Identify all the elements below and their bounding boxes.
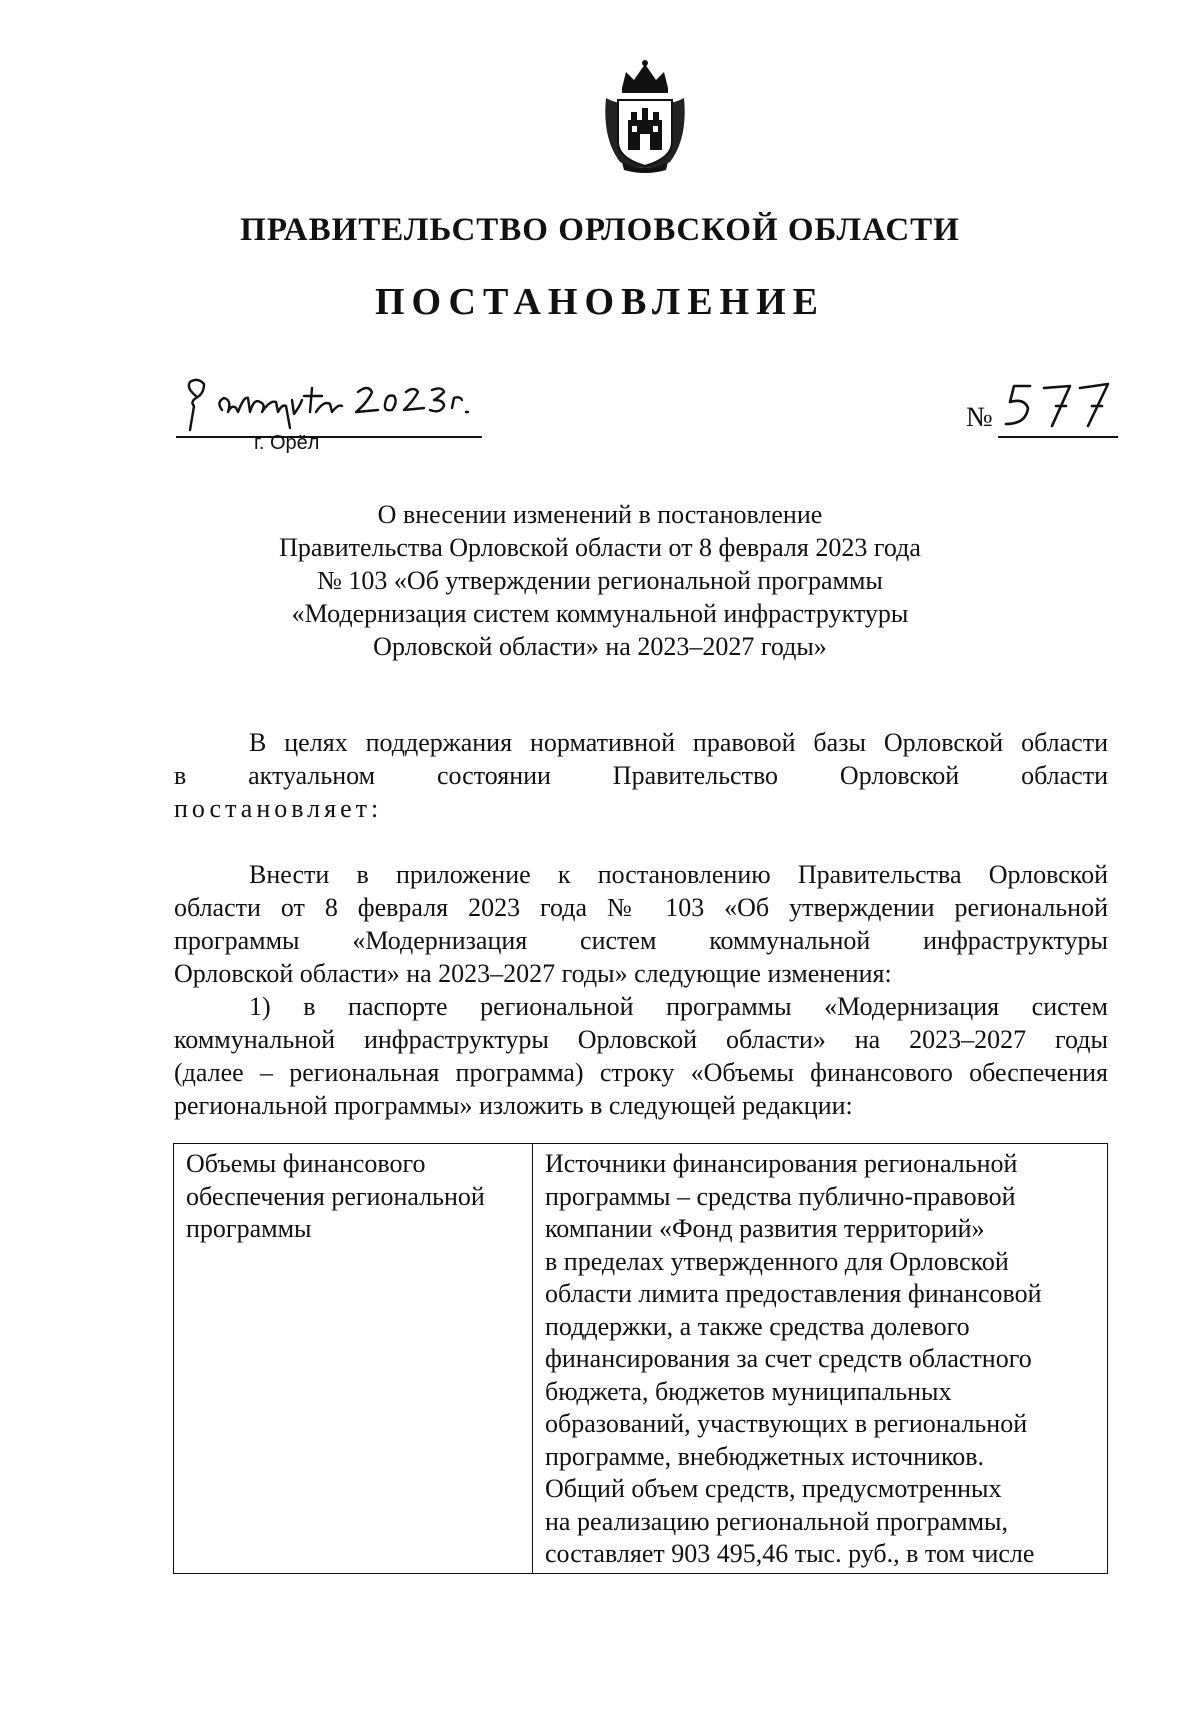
body-line: (далее – региональная программа) строку «Объемы финансового обеспечения xyxy=(174,1058,1108,1087)
document-subject xyxy=(0,498,1200,663)
body-line: в актуальном состоянии Правительство Орловской области xyxy=(174,761,1108,790)
cell-line: финансирования за счет средств областного xyxy=(545,1344,1032,1373)
handwritten-date-signature xyxy=(182,378,492,432)
body-line: Орловской области» на 2023–2027 годы» следующие изменения: xyxy=(174,959,892,988)
cell-line: в пределах утвержденного для Орловской xyxy=(545,1246,1009,1276)
body-line: Внести в приложение к постановлению Правительства Орловской xyxy=(249,860,1108,889)
main-text xyxy=(174,858,1108,1122)
number-underline xyxy=(998,436,1118,438)
date-underline xyxy=(176,436,482,438)
cell-line: составляет 903 495,46 тыс. руб., в том числе xyxy=(545,1539,1035,1568)
body-line: области от 8 февраля 2023 года № 103 «Об утверждении региональной xyxy=(174,893,1108,922)
cell-line: Объемы финансового xyxy=(186,1149,426,1178)
document-type: ПОСТАНОВЛЕНИЕ xyxy=(374,281,826,323)
coat-of-arms-icon xyxy=(600,58,690,174)
organization-title: ПРАВИТЕЛЬСТВО ОРЛОВСКОЙ ОБЛАСТИ xyxy=(240,212,960,248)
cell-line: Общий объем средств, предусмотренных xyxy=(545,1474,1002,1503)
subject-line: № 103 «Об утверждении региональной программы xyxy=(317,566,883,595)
cell-line: Источники финансирования региональной xyxy=(545,1149,1018,1178)
body-line: В целях поддержания нормативной правовой базы Орловской области xyxy=(249,728,1108,757)
body-line: коммунальной инфраструктуры Орловской области» на 2023–2027 годы xyxy=(174,1025,1108,1054)
subject-line: «Модернизация систем коммунальной инфраструктуры xyxy=(291,599,909,628)
table-cell-label xyxy=(174,1144,533,1574)
body-line: 1) в паспорте региональной программы «Модернизация систем xyxy=(249,992,1108,1021)
financing-table xyxy=(173,1143,1108,1574)
body-line: региональной программы» изложить в следующей редакции: xyxy=(174,1091,853,1120)
number-sign: № xyxy=(966,402,993,433)
cell-line: поддержки, а также средства долевого xyxy=(545,1311,970,1341)
handwritten-number xyxy=(1000,380,1120,432)
cell-line: на реализацию региональной программы, xyxy=(545,1506,1008,1536)
cell-line: программы xyxy=(186,1214,312,1243)
cell-line: программе, внебюджетных источников. xyxy=(545,1441,985,1471)
subject-line: О внесении изменений в постановление xyxy=(377,500,823,529)
cell-line: бюджета, бюджетов муниципальных xyxy=(545,1376,952,1406)
cell-line: программы – средства публично-правовой xyxy=(545,1181,1016,1211)
preamble xyxy=(174,726,1108,825)
body-line: программы «Модернизация систем коммунальной инфраструктуры xyxy=(174,926,1108,955)
subject-line: Правительства Орловской области от 8 февраля 2023 года xyxy=(279,533,921,562)
city-label: г. Орёл xyxy=(254,432,320,454)
cell-line: образований, участвующих в региональной xyxy=(545,1409,1028,1438)
cell-line: области лимита предоставления финансовой xyxy=(545,1279,1042,1308)
cell-line: компании «Фонд развития территорий» xyxy=(545,1214,985,1243)
table-row xyxy=(174,1144,1108,1574)
cell-line: обеспечения региональной xyxy=(186,1181,485,1211)
resolves-label: постановляет: xyxy=(174,794,383,823)
subject-line: Орловской области» на 2023–2027 годы» xyxy=(373,632,827,661)
table-cell-content xyxy=(533,1144,1108,1574)
